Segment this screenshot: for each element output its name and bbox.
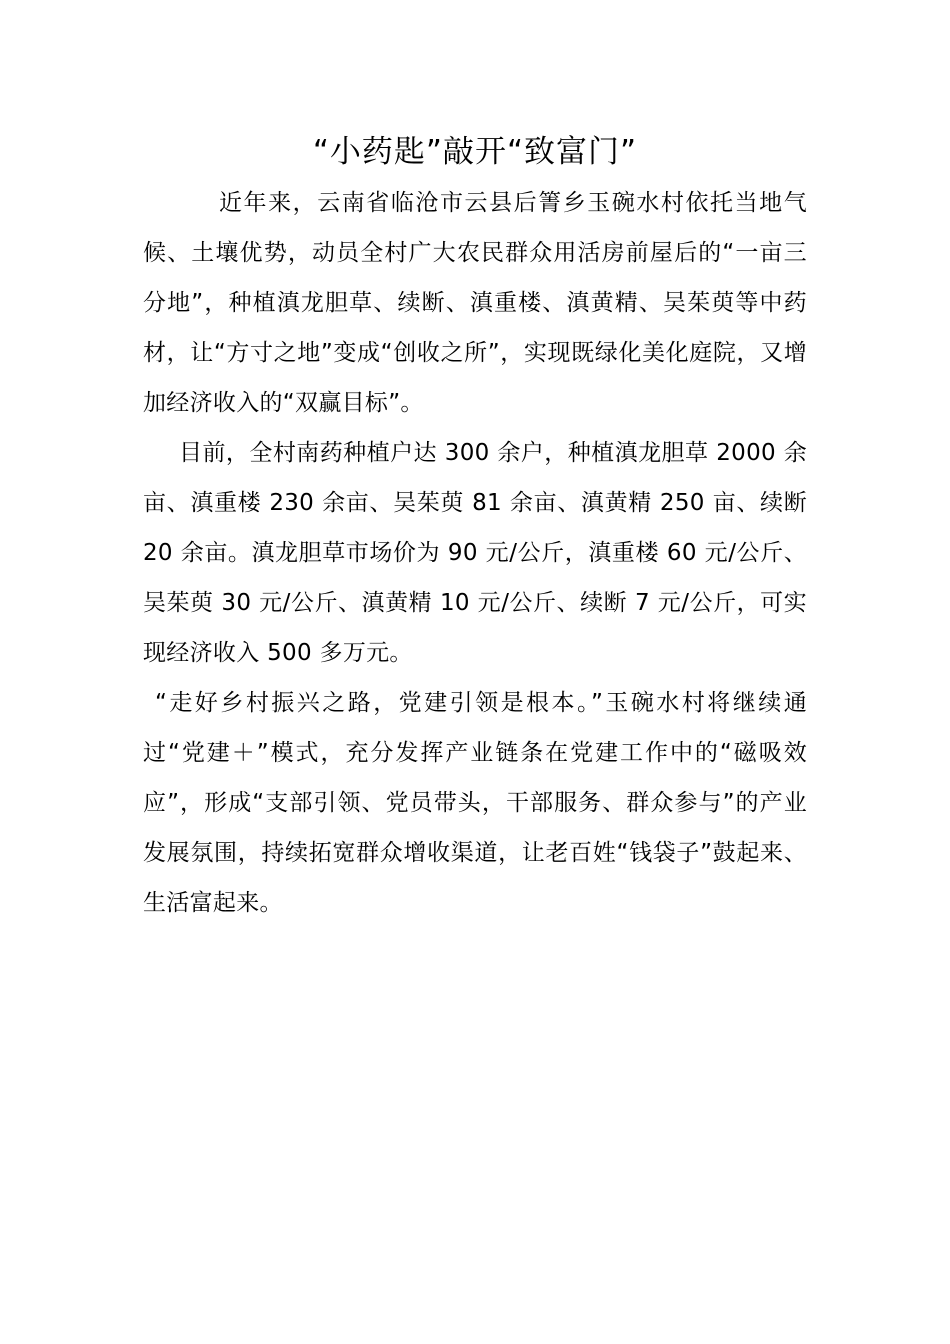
document-title: “小药匙”敲开“致富门” [312,134,638,170]
paragraph-statistics: 目前，全村南药种植户达 300 余户，种植滇龙胆草 2000 余亩、滇重楼 230 余亩、吴茱萸 81 余亩、滇黄精 250 亩、续断 20 余亩。滇龙胆草市场价为 90 元/公斤，滇重楼 60 元/公斤、吴茱萸 30 元/公斤、滇黄精 10 元/公斤、续断 7 元/公斤，可实现经济收入 500 多万元。 [143,440,807,666]
paragraph-party-building: “走好乡村振兴之路，党建引领是根本。”玉碗水村将继续通过“党建＋”模式，充分发挥产业链条在党建工作中的“磁吸效应”，形成“支部引领、党员带头，干部服务、群众参与”的产业发展氛围，持续拓宽群众增收渠道，让老百姓“钱袋子”鼓起来、生活富起来。 [143,690,807,916]
paragraph-intro: 近年来，云南省临沧市云县后箐乡玉碗水村依托当地气候、土壤优势，动员全村广大农民群众用活房前屋后的“一亩三分地”，种植滇龙胆草、续断、滇重楼、滇黄精、吴茱萸等中药材，让“方寸之地”变成“创收之所”，实现既绿化美化庭院，又增加经济收入的“双赢目标”。 [143,190,807,416]
document-page [143,128,807,928]
